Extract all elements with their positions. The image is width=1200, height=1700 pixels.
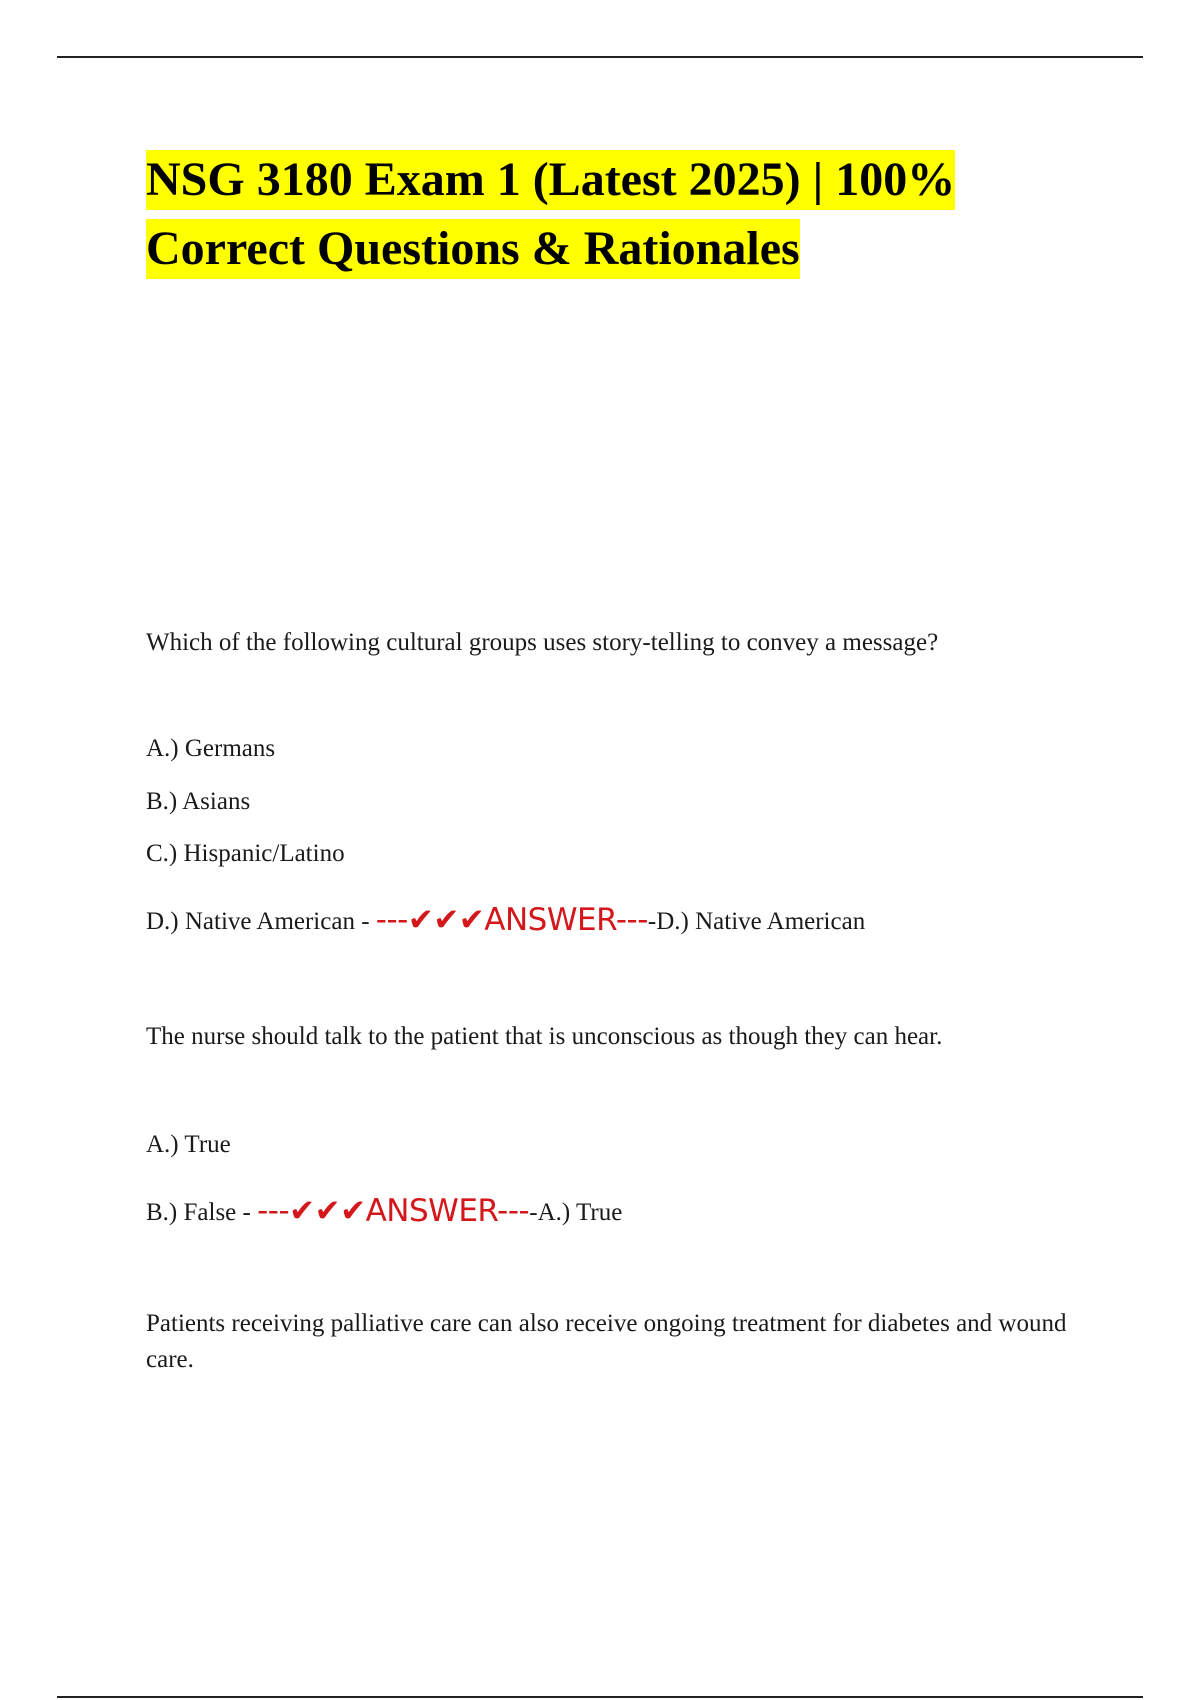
question-2-answer-marker: ---✔✔✔ANSWER--- xyxy=(257,1193,530,1229)
question-1-option-d-text: D.) Native American - xyxy=(146,908,376,935)
question-1-option-a: A.) Germans xyxy=(146,735,276,762)
question-2-option-a: A.) True xyxy=(146,1131,231,1158)
question-2-option-b xyxy=(146,1193,622,1231)
question-2-answer: -A.) True xyxy=(529,1199,623,1226)
question-1-option-c: C.) Hispanic/Latino xyxy=(146,840,345,867)
question-1-option-d xyxy=(146,902,865,940)
question-1-option-b: B.) Asians xyxy=(146,788,251,815)
title-line-2: Correct Questions & Rationales xyxy=(146,219,800,279)
question-1-prompt: Which of the following cultural groups uses story-telling to convey a message? xyxy=(146,629,939,656)
question-1-answer: -D.) Native American xyxy=(647,908,866,935)
question-1-answer-marker: ---✔✔✔ANSWER--- xyxy=(375,902,648,938)
question-2-option-b-text: B.) False - xyxy=(146,1199,258,1226)
question-2-prompt: The nurse should talk to the patient that is unconscious as though they can hear. xyxy=(146,1023,943,1050)
header-rule xyxy=(57,56,1143,58)
title-line-1: NSG 3180 Exam 1 (Latest 2025) | 100% xyxy=(146,150,955,210)
document-title xyxy=(146,145,1106,283)
question-3-prompt: Patients receiving palliative care can also receive ongoing treatment for diabetes and wound care. xyxy=(146,1310,1067,1373)
footer-rule xyxy=(57,1696,1143,1698)
